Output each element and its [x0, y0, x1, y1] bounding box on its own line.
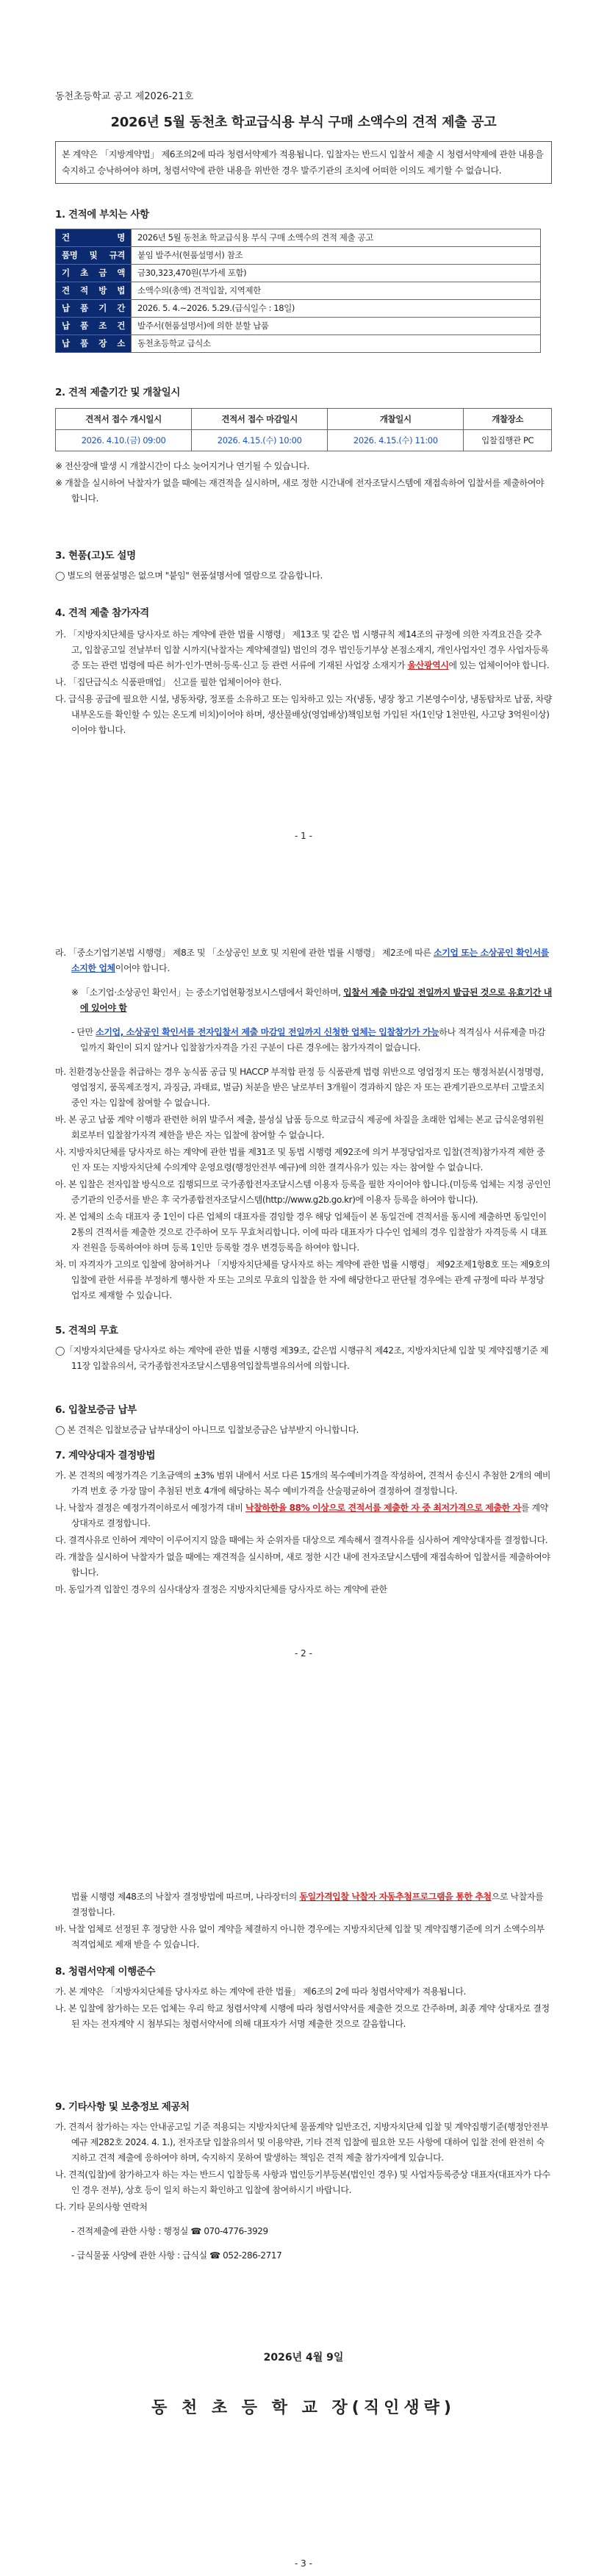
schedule-header: 견적서 접수 마감일시 [192, 409, 328, 430]
section-5-text: ◯「지방자치단체를 당사자로 하는 계약에 관한 법률 시행령 제39조, 같은법 시행규칙 제42조, 지방자치단체 입찰 및 계약집행기준 제11장 입찰유의서, 국가종합전자조달시스템용역입찰특별유의서에 의합니다. [55, 1345, 549, 1371]
page-number: - 2 - [295, 1648, 312, 1659]
clause-sa: 사. 지방자치단체를 당사자로 하는 계약에 관한 법률 제31조 및 동법 시행령 제92조에 의거 부정당업자로 입찰(견적)참가자격 제한 중인 자 또는 지방자치단체 수의계약 운영요령(행정안전부 예규)에 의한 결격사유가 있는 자는 참여할 수 없습니다. [55, 1147, 545, 1173]
schedule-cell: 2026. 4.15.(수) 11:00 [328, 430, 464, 451]
schedule-header: 견적서 접수 개시일시 [56, 409, 192, 430]
clause-ga: 가. 본 견적의 예정가격은 기초금액의 ±3% 범위 내에서 서로 다른 15개의 복수예비가격을 작성하여, 견적서 송신시 추첨한 2개의 예비가격 번호 중 가장 많이 추첨된 번호 4개에 해당하는 복수 예비가격을 산술평균하여 결정하여 결정합니다. [55, 1470, 551, 1496]
section-8-heading: 8. 청렴서약제 이행준수 [55, 1966, 156, 1978]
info-key: 건 명 [56, 229, 132, 247]
notice-number: 동천초등학교 공고 제2026-21호 [55, 91, 194, 102]
note: ※ 개찰을 실시하여 낙찰자가 없을 때에는 재견적을 실시하며, 새로 정한 시간내에 전자조달시스템에 재접속하여 입찰서를 제출하여야 합니다. [55, 478, 545, 504]
info-row [56, 335, 541, 353]
info-value: 붙임 발주서(현품설명서) 참조 [132, 247, 541, 265]
section-6-text: ◯ 본 견적은 입찰보증금 납부대상이 아니므로 입찰보증금은 납부받지 아니합니다. [55, 1425, 359, 1435]
signer: 동 천 초 등 학 교 장(직인생략) [151, 2399, 456, 2417]
section-4 [55, 606, 552, 740]
schedule-cell: 2026. 4.10.(금) 09:00 [56, 430, 192, 451]
clause-a: 아. 본 입찰은 전자입찰 방식으로 집행되므로 국가종합전자조달시스템 이용자 등록을 필한 자이어야 합니다.(미등록 업체는 지정 공인인증기관의 인증서를 받은 후 국가종합전자조달시스템(http://www.g2b.go.kr)에 이용자 등록을 하여야 합니다). [55, 1179, 551, 1205]
contact-line: - 견적제출에 관한 사항 : 행정실 ☎ 070-4776-3929 [71, 2226, 268, 2236]
page-number: - 3 - [295, 2558, 312, 2569]
info-key: 품명 및 규격 [56, 247, 132, 265]
section-3-text: ◯ 별도의 현품설명은 없으며 "붙임" 현품설명서에 열람으로 갈음합니다. [55, 570, 323, 581]
clause-ma: 마. 친환경농산물을 취급하는 경우 농식품 공급 및 HACCP 부적합 판정 등 식품관계 법령 위반으로 영업정지 또는 행정처분(시정명령, 영업정지, 품목제조정지, 과징금, 과태료, 벌금) 처분을 받은 날로부터 3개월이 경과하지 않은 자 또는 관계기관으로부터 고발조치 중인 자는 입찰에 참여할 수 없습니다. [55, 1067, 545, 1108]
clause-ga: 가. 본 계약은 「지방자치단체를 당사자로 하는 계약에 관한 법률」 제6조의 2에 따라 청렴서약제가 적용됩니다. [55, 1986, 466, 1997]
info-key: 견 적 방 법 [56, 282, 132, 300]
schedule-header: 개찰장소 [464, 409, 552, 430]
intro-box: 본 계약은 「지방계약법」 제6조의2에 따라 청렴서약제가 적용됩니다. 입찰자는 반드시 입찰서 제출 시 청렴서약제에 관한 내용을 숙지하고 승낙하여야 하며, 청렴서약에 관한 내용을 위반한 경우 발주기관의 조치에 어떠한 이의도 제기할 수 없습니다. [55, 141, 552, 184]
clause-cha: 차. 미 자격자가 고의로 입찰에 참여하거나 「지방자치단체를 당사자로 하는 계약에 관한 법률 시행령」 제92조제1항8호 또는 제9호의 입찰에 관한 서류를 부정하게 행사한 자 또는 고의로 무효의 입찰을 한 자에 해당한다고 판단될 경우에는 관계 규정에 따라 부정당업자로 제재할 수 있습니다. [55, 1259, 550, 1300]
clause-na: 나. 낙찰자 결정은 예정가격이하로서 예정가격 대비 낙찰하한율 88% 이상으로 견적서를 제출한 자 중 최저가격으로 제출한 자를 계약상대자로 결정합니다. [55, 1503, 548, 1528]
info-row [56, 300, 541, 318]
section-3-heading: 3. 현품(고)도 설명 [55, 550, 136, 562]
clause-ja: 자. 본 업체의 소속 대표자 중 1인이 다른 업체의 대표자를 겸임할 경우 해당 업체들이 본 동일건에 견적서를 동시에 제출하면 동일인이 2통의 견적서를 제출한 것으로 간주하여 모두 무효처리합니다. 이에 따라 대표자가 다수인 업체의 경우 입찰참가 자격등록 시 대표자 전원을 등록하여야 하며 등록 1인만 등록할 경우 변경등록을 하여야 합니다. [55, 1212, 547, 1253]
schedule-cell: 입찰집행관 PC [464, 430, 552, 451]
clause-da: 다. 기타 문의사항 연락처 [55, 2202, 148, 2212]
note: ※ 전산장애 발생 시 개찰시간이 다소 늦어지거나 연기될 수 있습니다. [55, 461, 309, 471]
section-1 [55, 207, 552, 353]
schedule-table [55, 408, 552, 451]
info-row [56, 282, 541, 300]
page-3 [0, 1772, 607, 2576]
schedule-cell: 2026. 4.15.(수) 10:00 [192, 430, 328, 451]
clause-ra: 라. 「중소기업기본법 시행령」 제8조 및 「소상공인 보호 및 지원에 관한 법률 시행령」 제2조에 따른 소기업 또는 소상공인 확인서를 소지한 업체이어야 합니다. [55, 948, 549, 973]
section-7 [55, 1448, 552, 1599]
section-4-cont [55, 945, 552, 1305]
notice-date: 2026년 4월 9일 [263, 2352, 344, 2364]
info-value: 소액수의(총액) 견적입찰, 지역제한 [132, 282, 541, 300]
info-row [56, 318, 541, 335]
note: - 단만 소기업, 소상공인 확인서를 전자입찰서 제출 마감일 전일까지 신청한 업체는 입찰참가가 가능하나 적격심사 서류제출 마감일까지 확인이 되지 않거나 입찰참가자격을 가진 구분이 다른 경우에는 참가자격이 없습니다. [71, 1027, 545, 1053]
clause-da: 다. 결격사유로 인하여 계약이 이루어지지 않을 때에는 차 순위자를 대상으로 계속해서 결격사유를 심사하여 계약상대자를 결정합니다. [55, 1535, 548, 1545]
info-key: 납 품 조 건 [56, 318, 132, 335]
info-value: 발주서(현품설명서)에 의한 분할 납품 [132, 318, 541, 335]
section-5 [55, 1323, 552, 1375]
page-2 [0, 912, 607, 1772]
clause-ba: 바. 본 공고 납품 계약 이행과 관련한 허위 발주서 제출, 불성실 납품 등으로 학교급식 제공에 차질을 초래한 업체는 본교 급식운영위원회로부터 입찰참가자격 제한을 받은 자는 입찰에 참여할 수 없습니다. [55, 1115, 544, 1140]
section-2-heading: 2. 견적 제출기간 및 개찰일시 [55, 387, 180, 398]
info-row [56, 247, 541, 265]
clause-ba: 바. 낙찰 업체로 선정된 후 정당한 사유 없이 계약을 체결하지 아니한 경우에는 지방자치단체 입찰 및 계약집행기준에 의거 소액수의부적격업체로 제재 받을 수 있습니다. [55, 1924, 545, 1950]
page-title: 2026년 5월 동천초 학교급식용 부식 구매 소액수의 견적 제출 공고 [110, 115, 497, 130]
info-row [56, 229, 541, 247]
clause-ma: 마. 동일가격 입찰인 경우의 심사대상자 결정은 지방자치단체를 당사자로 하는 계약에 관한 [55, 1584, 387, 1595]
section-7-heading: 7. 계약상대자 결정방법 [55, 1450, 156, 1461]
clause-ma-cont: 법률 시행령 제48조의 낙찰자 결정방법에 따르며, 나라장터의 동일가격입찰 낙찰자 자동추첨프로그램을 통한 추첨으로 낙찰자를 결정합니다. [71, 1892, 544, 1917]
section-6 [55, 1403, 552, 1439]
section-5-heading: 5. 견적의 무효 [55, 1325, 118, 1337]
schedule-header: 개찰일시 [328, 409, 464, 430]
info-key: 기 초 금 액 [56, 265, 132, 282]
section-2 [55, 385, 552, 508]
section-6-heading: 6. 입찰보증금 납부 [55, 1404, 137, 1416]
page-1 [0, 0, 607, 912]
section-4-heading: 4. 견적 제출 참가자격 [55, 607, 149, 619]
clause-na: 나. 「집단급식소 식품판매업」 신고를 필한 업체이어야 한다. [55, 677, 281, 687]
clause-ra: 라. 개찰을 실시하여 낙찰자가 없을 때에는 재견적을 실시하며, 새로 정한 시간 내에 전자조달시스템에 재접속하여 입찰서를 제출하여야 합니다. [55, 1552, 550, 1578]
section-8 [55, 1964, 552, 2033]
clause-ga: 가. 견적서 참가하는 자는 안내공고일 기준 적용되는 지방자치단체 물품계약 일반조건, 지방자치단체 입찰 및 계약집행기준(행정안전부예규 제282호 2024. 4. 1.), 전자조달 입찰유의서 및 이용약관, 기타 견적 입찰에 필요한 모든 사항에 대하여 입찰 전에 완전히 숙지하고 견적 제출에 응하여야 하며, 숙지하지 못하여 발생하는 책임은 견적 제출 참가자에게 있습니다. [55, 2122, 549, 2163]
info-table [55, 229, 541, 353]
info-value: 2026. 5. 4.~2026. 5.29.(급식일수 : 18일) [132, 300, 541, 318]
page-number: - 1 - [295, 831, 312, 841]
clause-da: 다. 급식용 공급에 필요한 시설, 냉동차량, 정포를 소유하고 또는 임차하고 있는 자(냉동, 냉장 창고 기본영수이상, 냉동탑차로 납품, 차량내부온도를 확인할 수 있는 온도계 비치)이어야 하며, 생산물배상(영업배상)책임보험 가입된 자(1인당 1천만원, 사고당 3억원이상)이어야 합니다. [55, 694, 552, 735]
note: ※ 「소기업·소상공인 확인서」는 중소기업현황정보시스템에서 확인하며, 입찰서 제출 마감일 전일까지 발급된 것으로 유효기간 내에 있어야 함 [71, 987, 553, 1013]
section-9-heading: 9. 기타사항 및 보충정보 제공처 [55, 2101, 190, 2113]
clause-na: 나. 견적(입찰)에 참가하고자 하는 자는 반드시 입찰등록 사항과 법인등기부등본(법인인 경우) 및 사업자등록증상 대표자(대표자가 다수인 경우 전부), 상호 등이 일치 하는지 확인하고 입찰에 참여하시기 바랍니다. [55, 2169, 550, 2195]
clause-ga: 가. 「지방자치단체를 당사자로 하는 계약에 관한 법률 시행령」 제13조 및 같은 법 시행규칙 제14조의 규정에 의한 자격요건을 갖추고, 입찰공고일 전날부터 입찰 시까지(낙찰자는 계약체결일) 법인의 경우 법인등기부상 본점소재지, 개인사업자인 경우 사업자등록증 또는 관련 법령에 따른 허가·인가·면허·등록·신고 등 관련 서류에 기재된 사업장 소재지가 울산광역시에 있는 업체이어야 합니다. [55, 629, 550, 670]
clause-na: 나. 본 입찰에 참가하는 모든 업체는 우리 학교 청렴서약제 시행에 따라 청렴서약서를 제출한 것으로 간주하며, 최종 계약 상대자로 결정된 자는 전자계약 시 첨부되는 청렴서약서에 의해 대표자가 서명 제출한 것으로 갈음합니다. [55, 2003, 550, 2029]
section-3 [55, 548, 552, 585]
info-key: 납 품 장 소 [56, 335, 132, 353]
info-key: 납 품 기 간 [56, 300, 132, 318]
contact-line: - 급식물품 사양에 관한 사항 : 급식실 ☎ 052-286-2717 [71, 2250, 282, 2261]
info-row [56, 265, 541, 282]
section-1-heading: 1. 견적에 부치는 사항 [55, 209, 149, 221]
section-7-cont [55, 1889, 552, 1954]
info-value: 금30,323,470원(부가세 포함) [132, 265, 541, 282]
info-value: 2026년 5월 동천초 학교급식용 부식 구매 소액수의 견적 제출 공고 [132, 229, 541, 247]
info-value: 동천초등학교 급식소 [132, 335, 541, 353]
section-9 [55, 2100, 552, 2272]
